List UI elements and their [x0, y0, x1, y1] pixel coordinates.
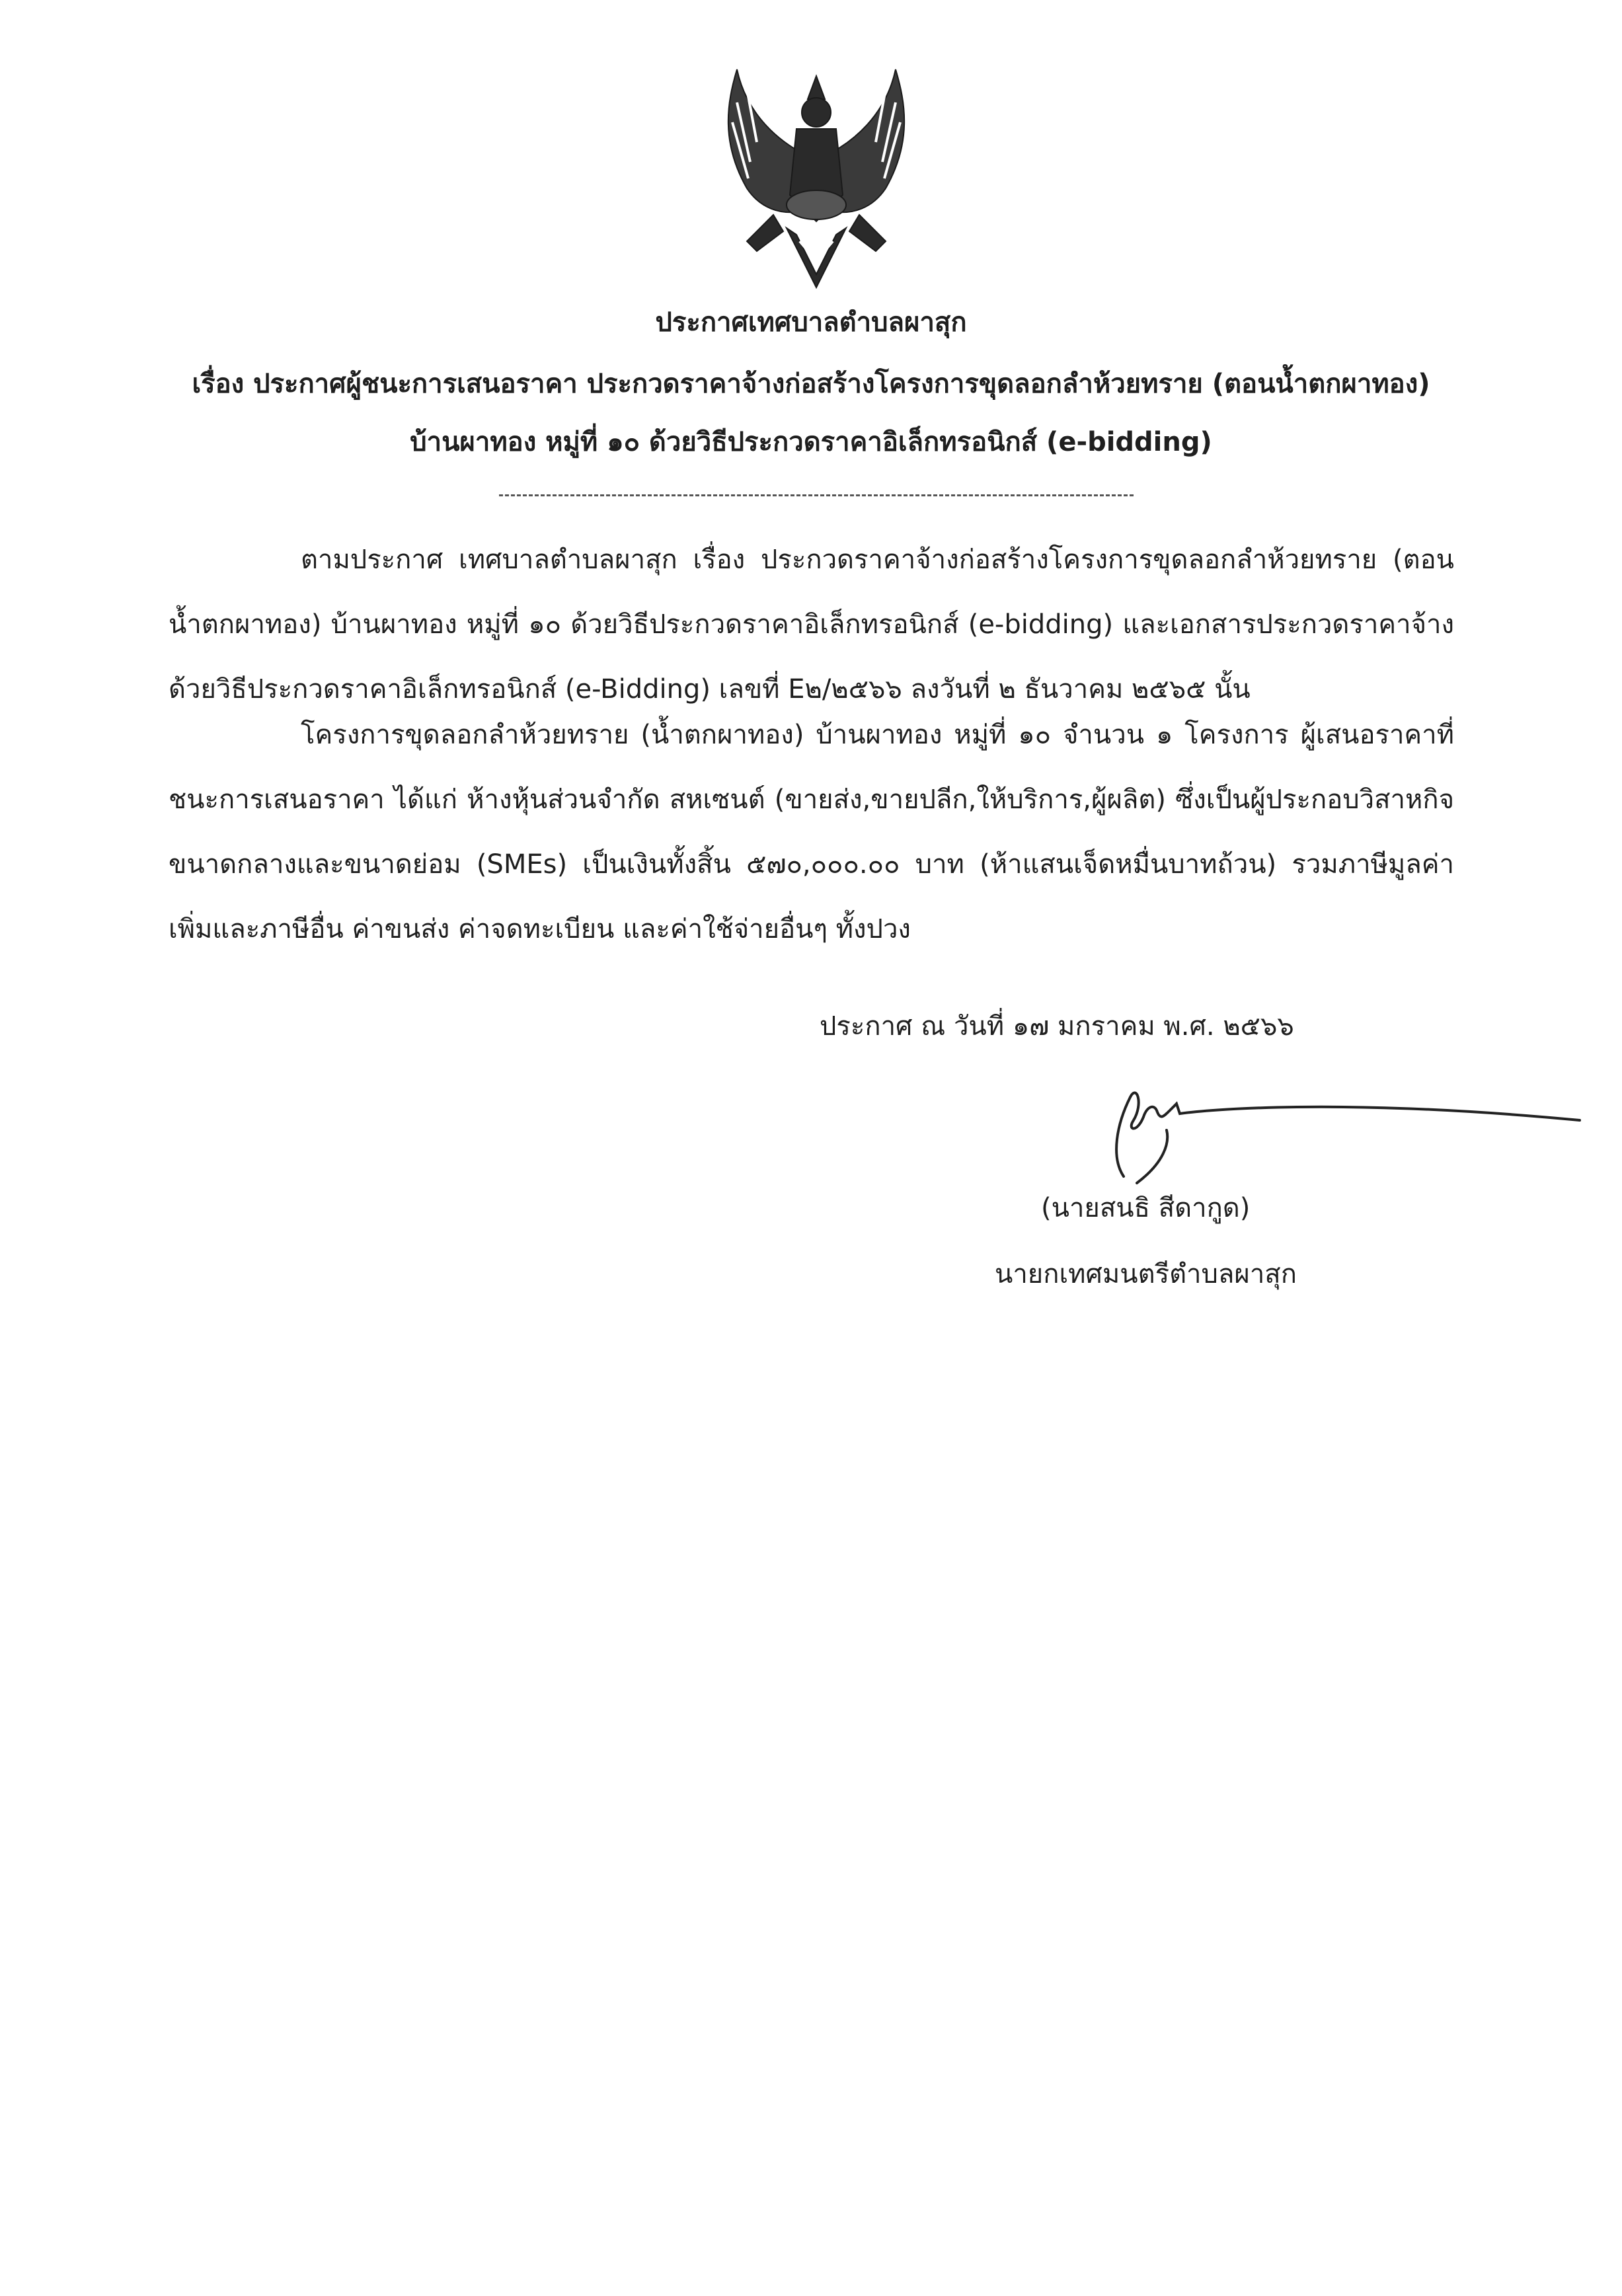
announcement-date: ประกาศ ณ วันที่ ๑๗ มกราคม พ.ศ. ๒๕๖๖	[820, 1011, 1294, 1042]
signer-name: (นายสนธิ สีดากูด)	[1041, 1193, 1251, 1223]
issuer-title: ประกาศเทศบาลตำบลผาสุก	[655, 307, 967, 338]
subject-line-2: บ้านผาทอง หมู่ที่ ๑๐ ด้วยวิธีประกวดราคาอิเล็กทรอนิกส์ (e-bidding)	[410, 427, 1212, 457]
subject-line-1: เรื่อง ประกาศผู้ชนะการเสนอราคา ประกวดราคาจ้างก่อสร้างโครงการขุดลอกลำห้วยทราย (ตอนน้ำตกผาทอง)	[192, 369, 1430, 399]
paragraph-2-text: โครงการขุดลอกลำห้วยทราย (น้ำตกผาทอง) บ้านผาทอง หมู่ที่ ๑๐ จำนวน ๑ โครงการ ผู้เสนอราคาที่ชนะการเสนอราคา ได้แก่ ห้างหุ้นส่วนจำกัด สหเซนต์ (ขายส่ง,ขายปลีก,ให้บริการ,ผู้ผลิต) ซึ่งเป็นผู้ประกอบวิสาหกิจขนาดกลางและขนาดย่อม (SMEs) เป็นเงินทั้งสิ้น ๕๗๐,๐๐๐.๐๐ บาท (ห้าแสนเจ็ดหมื่นบาทถ้วน) รวมภาษีมูลค่าเพิ่มและภาษีอื่น ค่าขนส่ง ค่าจดทะเบียน และค่าใช้จ่ายอื่นๆ ทั้งปวง	[169, 720, 1454, 944]
paragraph-1-text: ตามประกาศ เทศบาลตำบลผาสุก เรื่อง ประกวดราคาจ้างก่อสร้างโครงการขุดลอกลำห้วยทราย (ตอนน้ำตกผาทอง) บ้านผาทอง หมู่ที่ ๑๐ ด้วยวิธีประกวดราคาอิเล็กทรอนิกส์ (e-bidding) และเอกสารประกวดราคาจ้างด้วยวิธีประกวดราคาอิเล็กทรอนิกส์ (e-Bidding) เลขที่ E๒/๒๕๖๖ ลงวันที่ ๒ ธันวาคม ๒๕๖๕ นั้น	[169, 545, 1454, 705]
garuda-emblem-icon	[707, 63, 925, 294]
signer-position: นายกเทศมนตรีตำบลผาสุก	[995, 1259, 1297, 1289]
body-paragraph-2	[169, 703, 1454, 962]
handwritten-signature	[1071, 1057, 1586, 1190]
separator	[499, 494, 1134, 496]
body-paragraph-1	[169, 527, 1454, 722]
